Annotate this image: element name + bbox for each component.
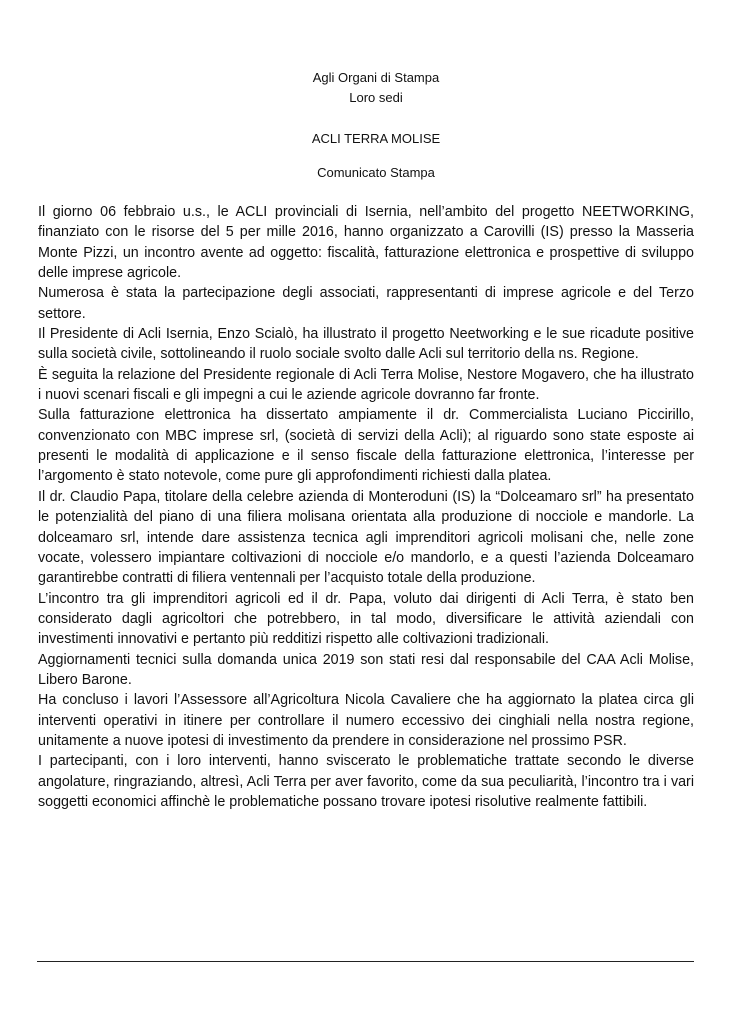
paragraph: È seguita la relazione del Presidente regionale di Acli Terra Molise, Nestore Mogavero, che ha illustrato i nuovi scenari fiscali e gli impegni a cui le aziende agricole dovranno far fronte. <box>38 366 694 404</box>
document-type: Comunicato Stampa <box>317 165 435 180</box>
press-release-body <box>38 202 694 812</box>
paragraph: L’incontro tra gli imprenditori agricoli ed il dr. Papa, voluto dai dirigenti di Acli Terra, è stato ben considerato dagli agricoltori che potrebbero, in tal modo, diversificare le attività aziendali con investimenti innovativi e pertanto più redditizi rispetto alle coltivazioni tradizionali. <box>38 590 694 648</box>
paragraph: Il giorno 06 febbraio u.s., le ACLI provinciali di Isernia, nell’ambito del progetto NEETWORKING, finanziato con le risorse del 5 per mille 2016, hanno organizzato a Carovilli (IS) presso la Masseria Monte Pizzi, un incontro avente ad oggetto: fiscalità, fatturazione elettronica e prospettive di sviluppo delle imprese agricole. <box>38 204 694 282</box>
paragraph: Il dr. Claudio Papa, titolare della celebre azienda di Monteroduni (IS) la “Dolceamaro srl” ha presentato le potenzialità del piano di una filiera molisana orientata alla produzione di nocciole e mandorle. La dolceamaro srl, intende dare assistenza tecnica agli imprenditori agricoli molisani che, nelle zone vocate, volessero impiantare coltivazioni di nocciole e/o mandorlo, e a questi l’azienda Dolceamaro garantirebbe contratti di filiera ventennali per l’acquisto totale della produzione. <box>38 488 694 587</box>
paragraph: Ha concluso i lavori l’Assessore all’Agricoltura Nicola Cavaliere che ha aggiornato la platea circa gli interventi operativi in itinere per controllare il numero eccessivo dei cinghiali nella nostra regione, unitamente a nuove ipotesi di investimento da prendere in considerazione nel prossimo PSR. <box>38 692 694 749</box>
paragraph: Aggiornamenti tecnici sulla domanda unica 2019 son stati resi dal responsabile del CAA Acli Molise, Libero Barone. <box>38 651 694 688</box>
paragraph: Numerosa è stata la partecipazione degli associati, rappresentanti di imprese agricole e del Terzo settore. <box>38 285 694 322</box>
location-line: Loro sedi <box>349 90 403 105</box>
bottom-divider <box>37 961 694 962</box>
paragraph: Sulla fatturazione elettronica ha dissertato ampiamente il dr. Commercialista Luciano Piccirillo, convenzionato con MBC imprese srl, (società di servizi della Acli); al riguardo sono state esposte ai presenti le modalità di applicazione e il senso fiscale della fatturazione elettronica, l’interesse per l’argomento è stato notevole, come pure gli approfondimenti richiesti dalla platea. <box>38 407 694 485</box>
paragraph: Il Presidente di Acli Isernia, Enzo Scialò, ha illustrato il progetto Neetworking e le sue ricadute positive sulla società civile, sottolineando il ruolo sociale svolto dalle Acli sul territorio della ns. Regione. <box>38 326 694 363</box>
recipient-line: Agli Organi di Stampa <box>312 70 440 85</box>
organization-title: ACLI TERRA MOLISE <box>311 131 441 146</box>
paragraph: I partecipanti, con i loro interventi, hanno sviscerato le problematiche trattate secondo le diverse angolature, ringraziando, altresì, Acli Terra per aver favorito, come da sua peculiarità, l’incontro tra i vari soggetti economici affinchè le problematiche possano trovare ipotesi risolutive realmente fattibili. <box>38 753 694 810</box>
